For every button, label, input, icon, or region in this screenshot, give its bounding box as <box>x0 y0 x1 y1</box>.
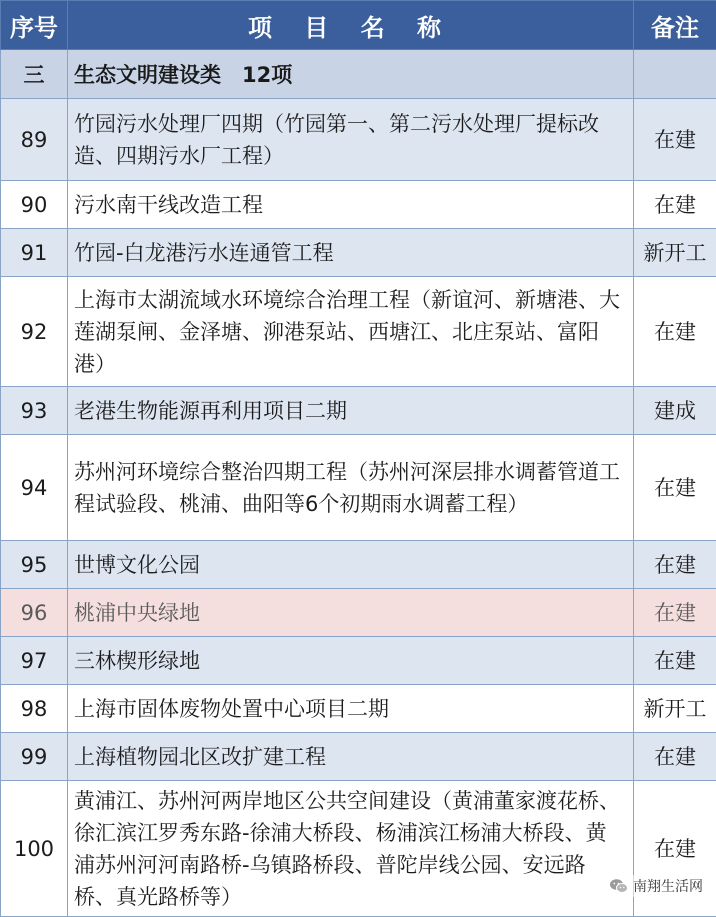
table-row <box>1 229 716 277</box>
header-project-name: 项 目 名 称 <box>68 1 634 50</box>
row-status: 在建 <box>634 541 716 589</box>
table-row <box>1 99 716 181</box>
table-row-highlighted <box>1 589 716 637</box>
row-number: 94 <box>1 435 68 541</box>
row-number: 90 <box>1 181 68 229</box>
row-project-name: 污水南干线改造工程 <box>68 181 634 229</box>
row-status: 在建 <box>634 589 716 637</box>
table-row <box>1 181 716 229</box>
header-serial-number: 序号 <box>1 1 68 50</box>
row-number: 92 <box>1 277 68 387</box>
table-row <box>1 685 716 733</box>
row-project-name: 老港生物能源再利用项目二期 <box>68 387 634 435</box>
row-status: 在建 <box>634 99 716 181</box>
table-row <box>1 387 716 435</box>
row-number: 100 <box>1 781 68 917</box>
row-number: 97 <box>1 637 68 685</box>
table-row <box>1 541 716 589</box>
header-remark: 备注 <box>634 1 716 50</box>
row-project-name: 竹园-白龙港污水连通管工程 <box>68 229 634 277</box>
row-number: 95 <box>1 541 68 589</box>
row-number: 99 <box>1 733 68 781</box>
row-project-name: 竹园污水处理厂四期（竹园第一、第二污水处理厂提标改造、四期污水厂工程） <box>68 99 634 181</box>
row-status: 在建 <box>634 781 716 917</box>
row-status: 新开工 <box>634 229 716 277</box>
wechat-icon <box>609 878 629 894</box>
category-note <box>634 50 716 99</box>
row-project-name: 世博文化公园 <box>68 541 634 589</box>
row-number: 96 <box>1 589 68 637</box>
row-project-name: 三林楔形绿地 <box>68 637 634 685</box>
row-project-name: 上海市太湖流域水环境综合治理工程（新谊河、新塘港、大莲湖泵闸、金泽塘、泖港泵站、西塘江、北庄泵站、富阳港） <box>68 277 634 387</box>
row-project-name: 苏州河环境综合整治四期工程（苏州河深层排水调蓄管道工程试验段、桃浦、曲阳等6个初期雨水调蓄工程） <box>68 435 634 541</box>
row-status: 新开工 <box>634 685 716 733</box>
row-status: 在建 <box>634 277 716 387</box>
row-project-name: 黄浦江、苏州河两岸地区公共空间建设（黄浦董家渡花桥、徐汇滨江罗秀东路-徐浦大桥段、杨浦滨江杨浦大桥段、黄浦苏州河河南路桥-乌镇路桥段、普陀岸线公园、安远路桥、真光路桥等） <box>68 781 634 917</box>
table-header-row <box>1 1 716 50</box>
row-status: 在建 <box>634 637 716 685</box>
row-status: 在建 <box>634 435 716 541</box>
category-label: 生态文明建设类 12项 <box>68 50 634 99</box>
row-status: 建成 <box>634 387 716 435</box>
row-project-name: 桃浦中央绿地 <box>68 589 634 637</box>
row-number: 98 <box>1 685 68 733</box>
row-project-name: 上海植物园北区改扩建工程 <box>68 733 634 781</box>
row-status: 在建 <box>634 181 716 229</box>
category-row <box>1 50 716 99</box>
category-number: 三 <box>1 50 68 99</box>
table-row <box>1 637 716 685</box>
table-row <box>1 277 716 387</box>
watermark <box>606 875 706 897</box>
row-project-name: 上海市固体废物处置中心项目二期 <box>68 685 634 733</box>
row-number: 91 <box>1 229 68 277</box>
row-status: 在建 <box>634 733 716 781</box>
row-number: 89 <box>1 99 68 181</box>
table-row <box>1 733 716 781</box>
watermark-text: 南翔生活网 <box>633 876 703 896</box>
row-number: 93 <box>1 387 68 435</box>
table-row <box>1 435 716 541</box>
